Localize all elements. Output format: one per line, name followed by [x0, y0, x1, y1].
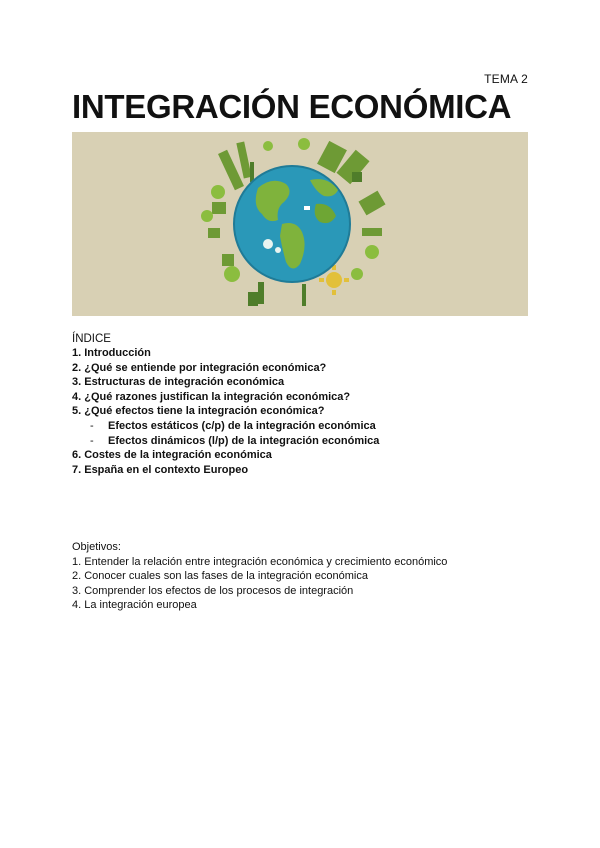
- objectives-heading: Objetivos:: [72, 541, 121, 553]
- toc-item: 4. ¿Qué razones justifican la integración económica?: [72, 390, 351, 403]
- toc-item: 6. Costes de la integración económica: [72, 449, 272, 462]
- toc-item: 1. Introducción: [72, 347, 151, 359]
- objective-item: 4. La integración europea: [72, 599, 197, 612]
- toc-item: 2. ¿Qué se entiende por integración económica?: [72, 361, 327, 374]
- objective-item: 3. Comprender los efectos de los procesos de integración: [72, 584, 354, 597]
- toc-subitem-label: Efectos dinámicos (l/p) de la integración económica: [108, 434, 380, 447]
- table-of-contents: [72, 333, 532, 477]
- tema-label: TEMA 2: [484, 72, 528, 86]
- page-title: INTEGRACIÓN ECONÓMICA: [72, 88, 512, 125]
- objectives-section: [72, 540, 532, 613]
- green-globe-illustration-icon: [72, 132, 528, 316]
- toc-item: 5. ¿Qué efectos tiene la integración económica?: [72, 405, 325, 418]
- toc-subitem: [72, 434, 532, 449]
- list-dash: -: [90, 419, 94, 432]
- toc-heading: ÍNDICE: [72, 333, 111, 345]
- globe-banner-image: [72, 132, 528, 316]
- toc-subitem: [72, 419, 532, 434]
- toc-item: 7. España en el contexto Europeo: [72, 463, 249, 476]
- list-dash: -: [90, 434, 94, 447]
- toc-subitem-label: Efectos estáticos (c/p) de la integración económica: [108, 419, 376, 432]
- objective-item: 2. Conocer cuales son las fases de la integración económica: [72, 570, 368, 583]
- toc-item: 3. Estructuras de integración económica: [72, 376, 285, 389]
- objective-item: 1. Entender la relación entre integración económica y crecimiento económico: [72, 555, 448, 568]
